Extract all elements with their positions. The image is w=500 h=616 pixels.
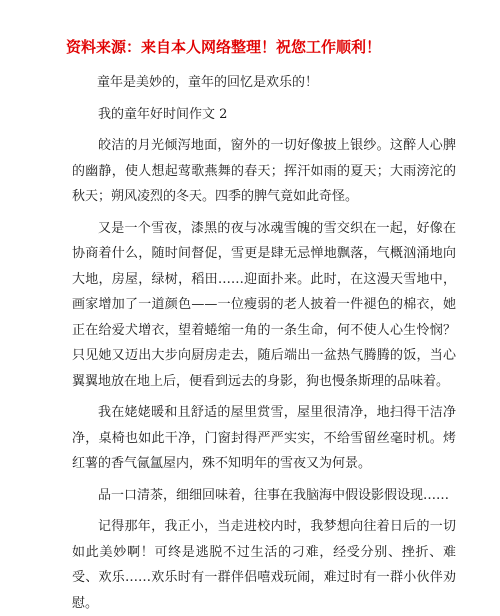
paragraph: 记得那年，我正小，当走进校内时，我梦想向往着日后的一切如此美妙啊！可终是逃脱不过生活的刁难，经受分别、挫折、难受、欢乐……欢乐时有一群伴侣嘻戏玩闹，难过时有一群小伙伴劝慰。 [72,519,456,611]
paragraph: 品一口清茶，细细回味着，往事在我脑海中假设影假设现…… [98,487,450,503]
paragraph: 皎洁的月光倾泻地面，窗外的一切好像披上银纱。这醉人心脾的幽静，使人想起莺歌燕舞的春天；挥汗如雨的夏天；大雨滂沱的秋天；朔风凌烈的冬天。四季的脾气竟如此奇怪。 [72,138,456,204]
essay-title: 我的童年好时间作文 2 [98,106,228,122]
paragraph: 我在姥姥暖和且舒适的屋里赏雪，屋里很清净，地扫得干洁净净，桌椅也如此干净，门窗封得严严实实，不给雪留丝毫时机。烤红薯的香气氤氲屋内，殊不知明年的雪夜又为何景。 [72,405,456,471]
paragraph: 童年是美妙的，童年的回忆是欢乐的！ [97,75,319,90]
paragraph: 又是一个雪夜，漆黑的夜与冰魂雪魄的雪交织在一起，好像在协商着什么，随时间督促，雪更是肆无忌惮地飘落，气概汹涌地向大地，房屋，绿树，稻田……迎面扑来。此时，在这漫天雪地中，画家增加了一道颜色——一位瘦弱的老人披着一件褪色的棉衣，她正在给爱犬增衣，望着蜷缩一角的一条生命，何不使人心生怜悯？只见她又迈出大步向厨房走去，随后端出一盆热气腾腾的饭，当心翼翼地放在地上后，便看到远去的身影，狗也慢条斯理的品味着。 [72,220,456,389]
source-header: 资料来源：来自本人网络整理！祝您工作顺利！ [66,38,382,56]
